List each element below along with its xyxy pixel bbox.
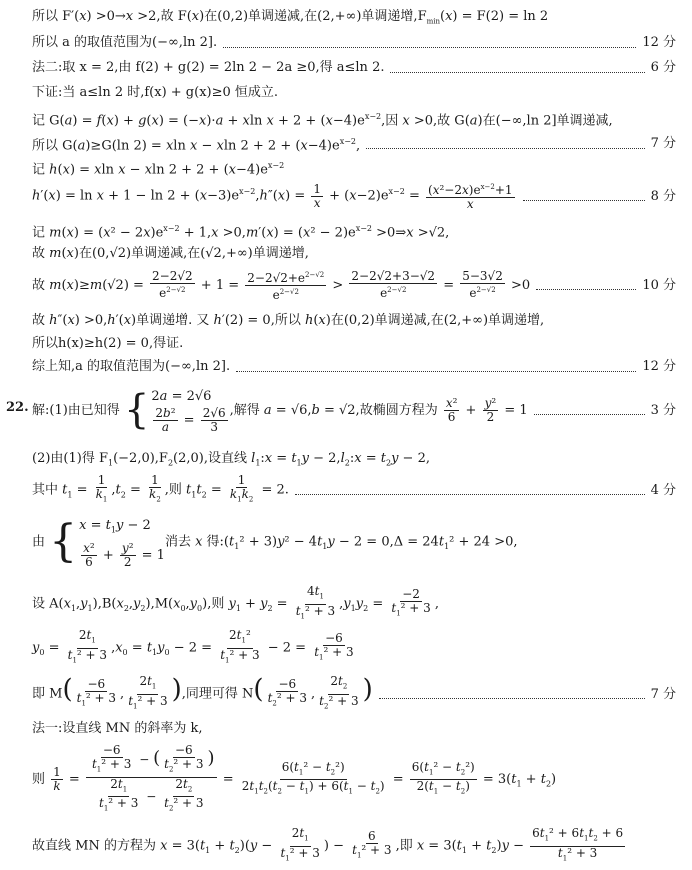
line-text: 故直线 MN 的方程为 $x = 3(t_1 + t_2)(y$ − $\frac{2t_1}{t_1^2 + 3}$ ) − $\frac{6}{t_1^2 + 3}$ ,即 $x = 3(t_1 + t_2)y$ − $\frac{6t_1^2 + 6t_1t_2 + 6}{t_1^2 + 3}$ [32,826,624,862]
score-label: 12 分 [642,359,676,374]
line-text: 记 h(x) = xln x − xln $2 + 2 + (x-4)e^{x-2}$ [32,161,285,178]
line-3 [32,59,676,76]
line-text: 即 M( $\frac{-6}{t_1^2 + 3}$ , $\frac{2t_1}{t_1^2 + 3}$ ),同理可得 N( $\frac{-6}{t_2^2 + 3}$ , $\frac{2t_2}{t_2^2 + 3}$ ) [32,674,373,710]
line-text: 其中 $t_1$ = $\frac{1}{k_1}$ $,t_2$ = $\frac{1}{k_2}$ ,则 $t_1t_2$ = $\frac{1}{k_1k_2}$ = 2. [32,472,289,504]
q22-line-2 [32,450,676,472]
line-text: 则 $\frac{1}{k}$ = $\frac{-6}{t_1^2 + 3}$ − ( $\frac{-6}{t_2^2 + 3}$ ) $\frac{2t_1}{t_1^2 + 3}$ − $\frac{2t_2}{t_2^2 + 3}$ = $\frac{6(t_1^2 - t_2^2)}{2t_1t_2(t_2 - t_1) + 6(t_1 - t_2)}$ = $\frac{6(t_1^2 - t_2^2)}{2(t_1 - t_2)}$ = $3(t_1 + t_2)$ [32,743,557,813]
line-text: 解:(1)由已知得 { 2a = 2√6 $\frac{\text{2b²}}{a}$ = $\frac{2√6}{3}$ ,解得 a = √6,b = √2,故椭圆方程为 $\frac{\text{x²}}{6}$ + $\frac{\text{y²}}{2}$ = 1 [32,387,528,434]
line-text: 综上知,a 的取值范围为(−∞,ln 2]. [32,359,231,374]
line-text: 下证:当 a≤ln 2 时,f(x) + g(x)≥0 恒成立. [32,85,279,100]
score-label: 6 分 [650,60,676,75]
line-text: 故 h″(x) >0,h′(x)单调递增. 又 h′(2) = 0,所以 h(x)在(0,2)单调递减,在(2,+∞)单调递增, [32,313,545,328]
q22-line-10 [32,826,676,866]
line-6 [32,133,676,154]
line-2 [32,34,676,51]
line-4 [32,84,676,101]
score-label: 4 分 [650,482,676,498]
score-label: 10 分 [642,277,676,293]
line-13 [32,335,676,352]
dot-leader [295,485,645,495]
score-label: 7 分 [650,686,676,702]
line-text: 设 $A(x_1,y_1),B(x_2,y_2),M(x_0,y_0)$,则 $y_1 + y_2$ = $\frac{4t_1}{t_1^2 + 3}$ $,y_1y_2$ = $\frac{-2}{t_1^2 + 3}$ , [32,584,439,620]
line-9 [32,220,676,241]
line-text: 所以 F′(x) >0→x >2,故 F(x)在(0,2)单调递减,在(2,+∞)单调递增$,F_{min}(x) = F(2) = \ln 2$ [32,9,549,26]
score-label: 7 分 [650,136,676,152]
line-text: 法一:设直线 MN 的斜率为 k, [32,721,203,736]
line-7 [32,157,676,178]
q22-line-3 [32,472,676,508]
dot-leader [534,405,645,415]
line-text: 记 $m(x) = (x^2 - 2x)e^{x-2} + 1,x >0,m'(x) = (x^2 - 2)e^{x-2}$ >0⇒x >√2, [32,224,450,241]
line-5 [32,108,676,129]
q22-line-6 [32,630,676,666]
score-label: 12 分 [642,35,676,50]
dot-leader [236,362,636,372]
question-number: 22. [6,400,29,415]
line-1 [32,8,676,31]
line-14 [32,358,676,375]
score-label: 3 分 [650,402,676,418]
dot-leader [223,38,636,48]
q22-line-9 [32,744,676,816]
line-text: 由 { $x = t_1y - 2$ $\frac{\text{x²}}{6}$ + $\frac{\text{y²}}{2}$ = 1 消去 x 得$:(t_1^2 + 3)y^2 - 4t_1y - 2 = 0,\Delta = 24t_1^2 + 24 >0$, [32,516,518,569]
line-8 [32,178,676,214]
line-text: 所以 a 的取值范围为(−∞,ln 2]. [32,35,218,50]
score-label: 8 分 [650,188,676,204]
q22-line-8 [32,720,676,737]
dot-leader [536,280,636,290]
line-text: $y_0$ = $\frac{2t_1}{t_1^2 + 3}$ $,x_0 = t_1y_0 - 2$ = $\frac{2t_1^2}{t_1^2 + 3}$ − 2 = $\frac{-6}{t_1^2 + 3}$ [32,628,354,664]
line-10 [32,245,676,262]
line-text: 记 G(a) = f(x) + g(x) = (−x)·a + xln $x + 2 + (x-4)e^{x-2}$,因 x >0,故 G(a)在(−∞,ln 2]单调递减, [32,112,613,129]
q22-line-7 [32,674,676,714]
line-12 [32,312,676,329]
dot-leader [379,689,645,699]
line-text: 所以h(x)≥h(2) = 0,得证. [32,336,184,351]
line-11 [32,266,676,304]
line-text: $h'(x) = \ln x + 1 - \ln 2 + (x-3)e^{x-2},h''(x)$ = $\frac{1}{x}$ + $(x-2)e^{x-2}$ = $\frac{(x^2-2x)e^{x-2}+1}{x}$ [32,181,513,211]
dot-leader [523,191,645,201]
line-text: 故 m(x)在(0,√2)单调递减,在(√2,+∞)单调递增, [32,246,309,261]
line-text: 故 m(x)≥m(√2) = $\frac{2-2√2}{e^{2-√2}}$ + 1 = $\frac{2-2√2+e^{2-√2}}{e^{2-√2}}$ > $\frac{2-2√2+3-√2}{e^{2-√2}}$ = $\frac{5-3√2}{e^{2-√2}}$ >0 [32,269,531,302]
line-text: 所以 G(a)≥G(ln 2) = xln x − xln $2 + 2 + (x-4)e^{x-2}$, [32,137,361,154]
q22-line-5 [32,586,676,622]
q22-line-1 [32,384,676,436]
q22-line-4 [32,514,676,570]
line-text: (2)由(1)得 $F_1(-2,0),F_2(2,0)$,设直线 $l_1:x = t_1y$ − $2,l_2:x = t_2y - 2$, [32,451,430,468]
dot-leader [366,139,644,149]
dot-leader [390,63,644,73]
line-text: 法二:取 x = 2,由 f(2) + g(2) = 2ln 2 − 2a ≥0,得 a≤ln 2. [32,60,385,75]
